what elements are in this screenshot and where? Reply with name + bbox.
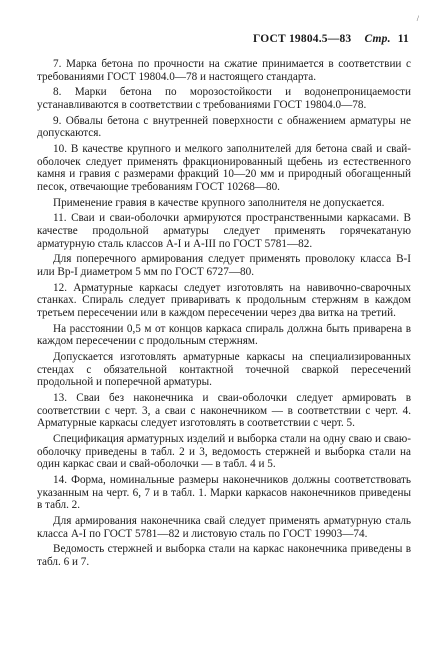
corner-mark: / <box>416 14 419 23</box>
paragraph: Для поперечного армирования следует применять проволоку класса В-I или Вр-I диаметром 5 мм по ГОСТ 6727—80. <box>37 253 411 279</box>
paragraph: На расстоянии 0,5 м от концов каркаса спираль должна быть приварена в каждом пересечении с продольным стержням. <box>37 322 411 348</box>
paragraph: Ведомость стержней и выборка стали на каркас наконечника приведены в табл. 6 и 7. <box>37 543 411 568</box>
paragraph: Спецификация арматурных изделий и выборка стали на одну сваю и сваю-оболочку приведены в табл. 2 и 3, ведомость стержней и выборка стали на один каркас сваи и свай-оболочки — в табл. 4 и 5. <box>37 433 411 471</box>
standard-number: ГОСТ 19804.5—83 <box>253 33 352 45</box>
page-number: 11 <box>397 33 409 45</box>
paragraph: 14. Форма, номинальные размеры наконечников должны соответствовать указанным на черт. 6, 7 и в табл. 1. Марки каркасов наконечников приведены в табл. 2. <box>37 474 411 512</box>
paragraph: 12. Арматурные каркасы следует изготовлять на навивочно-сварочных станках. Спираль следует приваривать к продольным стержням в каждом третьем пересечении или в каждом пересечении через два витка на третий. <box>37 281 411 319</box>
paragraph: 8. Марки бетона по морозостойкости и водонепроницаемости устанавливаются в соответствии с требованиями ГОСТ 19804.0—78. <box>37 86 411 111</box>
paragraph: Допускается изготовлять арматурные каркасы на специализированных стендах с обязательной контактной точечной сваркой пересечений продольной и поперечной арматуры. <box>37 351 411 389</box>
paragraph: Применение гравия в качестве крупного заполнителя не допускается. <box>53 196 385 209</box>
document-body <box>37 58 411 572</box>
paragraph: 7. Марка бетона по прочности на сжатие принимается в соответствии с требованиями ГОСТ 19804.0—78 и настоящего стандарта. <box>37 58 411 83</box>
paragraph: 10. В качестве крупного и мелкого заполнителей для бетона свай и свай-оболочек следует применять фракционированный щебень из естественного камня и гравия с размерами фракций 10—20 мм и природный обогащенный песок, отвечающие требованиям ГОСТ 10268—80. <box>37 143 411 193</box>
page-header <box>253 33 409 45</box>
page-label: Стр. <box>364 33 391 45</box>
paragraph: Для армирования наконечника свай следует применять арматурную сталь класса А-I по ГОСТ 5781—82 и листовую сталь по ГОСТ 19903—74. <box>37 515 411 540</box>
paragraph: 9. Обвалы бетона с внутренней поверхности с обнажением арматуры не допускаются. <box>37 114 411 140</box>
paragraph: 11. Сваи и сваи-оболочки армируются пространственными каркасами. В качестве продольной арматуры следует применять горячекатаную арматурную сталь классов А-I и А-III по ГОСТ 5781—82. <box>37 212 411 250</box>
paragraph: 13. Сваи без наконечника и сваи-оболочки следует армировать в соответствии с черт. 3, а сваи с наконечником — в соответствии с черт. 4. Арматурные каркасы следует изготовлять в соответствии с черт. 5. <box>37 392 411 430</box>
